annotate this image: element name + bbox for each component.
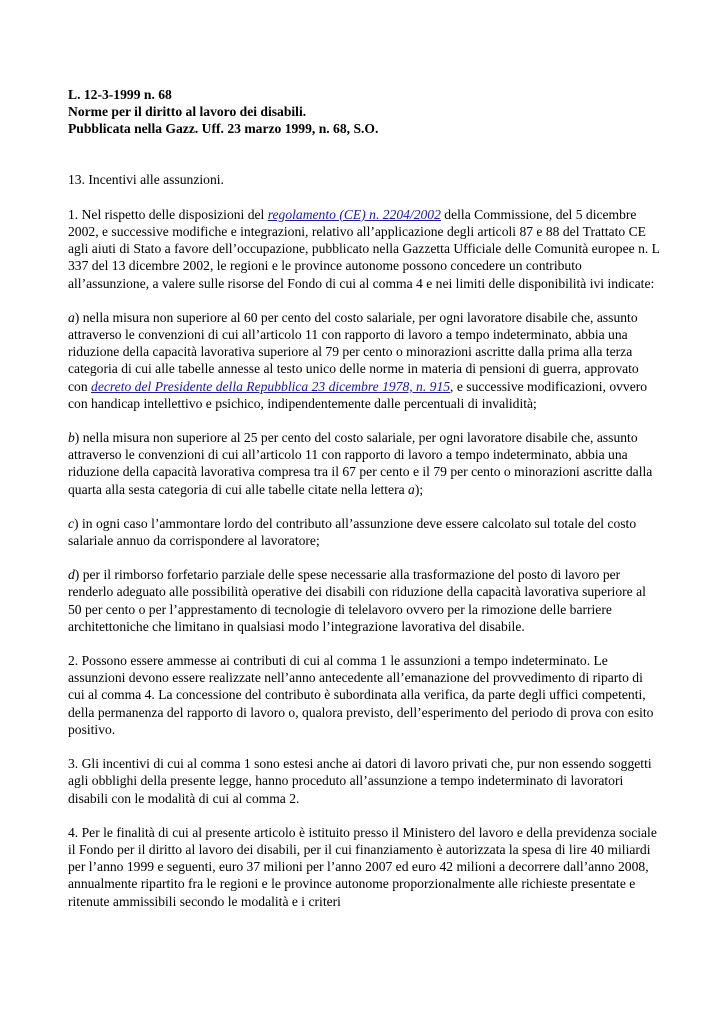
item-b-ref-letter: a xyxy=(408,481,415,497)
item-c xyxy=(68,515,660,549)
item-a-after: , e successive modificazioni, ovvero con handicap intellettivo e psichico, indipendentemente dalle percentuali di invalidità; xyxy=(68,378,648,411)
item-b xyxy=(68,429,660,498)
item-a-before: ) nella misura non superiore al 60 per cento del costo salariale, per ogni lavoratore disabile che, assunto attraverso le convenzioni di cui all’articolo 11 con rapporto di lavoro a tempo indeterminato, abbia una riduzione della capacità lavorativa superiore al 79 per cento o minorazioni ascritte dalla prima alla terza categoria di cui alle tabelle annesse al testo unico delle norme in materia di pensioni di guerra, approvato con xyxy=(68,309,639,394)
publication-info: Pubblicata nella Gazz. Uff. 23 marzo 1999, n. 68, S.O. xyxy=(68,121,379,137)
item-a xyxy=(68,309,660,412)
document-header xyxy=(68,86,660,138)
document-page xyxy=(68,86,660,923)
law-title: Norme per il diritto al lavoro dei disabili. xyxy=(68,104,307,120)
paragraph-2: 2. Possono essere ammesse ai contributi di cui al comma 1 le assunzioni a tempo indeterminato. Le assunzioni devono essere realizzate nell’anno antecedente all’emanazione del provvedimento di riparto di cui al comma 4. La concessione del contributo è subordinata alla verifica, da parte degli uffici competenti, della permanenza del rapporto di lavoro o, qualora previsto, dell’esperimento del periodo di prova con esito positivo. xyxy=(68,653,654,737)
regulation-link[interactable]: regolamento (CE) n. 2204/2002 xyxy=(267,206,441,222)
item-d-letter: d xyxy=(68,567,75,583)
paragraph-1-after: della Commissione, del 5 dicembre 2002, e successive modifiche e integrazioni, relativo all’applicazione degli articoli 87 e 88 del Trattato CE agli aiuti di Stato a favore dell’occupazione, pubblicato nella Gazzetta Ufficiale delle Comunità europee n. L 337 del 13 dicembre 2002, le regioni e le province autonome possono concedere un contributo all’assunzione, a valere sulle risorse del Fondo di cui al comma 4 e nei limiti delle disponibilità ivi indicate: xyxy=(68,206,660,291)
paragraph-4: 4. Per le finalità di cui al presente articolo è istituito presso il Ministero del lavoro e della previdenza sociale il Fondo per il diritto al lavoro dei disabili, per il cui finanziamento è autorizzata la spesa di lire 40 miliardi per l’anno 1999 e seguenti, euro 37 milioni per l’anno 2007 ed euro 42 milioni a decorrere dall’anno 2008, annualmente ripartito fra le regioni e le province autonome proporzionalmente alle richieste presentate e ritenute ammissibili secondo le modalità e i criteri xyxy=(68,824,657,909)
item-d-text: ) per il rimborso forfetario parziale delle spese necessarie alla trasformazione del posto di lavoro per renderlo adeguato alle possibilità operative dei disabili con riduzione della capacità lavorativa superiore al 50 per cento o per l’apprestamento di tecnologie di telelavoro ovvero per la rimozione delle barriere architettoniche che limitano in qualsiasi modo l’integrazione lavorativa del disabile. xyxy=(68,567,646,634)
decree-link[interactable]: decreto del Presidente della Repubblica 23 dicembre 1978, n. 915 xyxy=(91,378,451,394)
paragraph-1-before: 1. Nel rispetto delle disposizioni del xyxy=(68,206,268,222)
paragraph-3: 3. Gli incentivi di cui al comma 1 sono estesi anche ai datori di lavoro privati che, pur non essendo soggetti agli obblighi della presente legge, hanno proceduto all’assunzione a tempo indeterminato di lavoratori disabili con le modalità di cui al comma 2. xyxy=(68,756,652,806)
item-d xyxy=(68,566,660,635)
item-c-text: ) in ogni caso l’ammontare lordo del contributo all’assunzione deve essere calcolato sul totale del costo salariale annuo da corrispondere al lavoratore; xyxy=(68,515,637,549)
item-b-before: ) nella misura non superiore al 25 per cento del costo salariale, per ogni lavoratore disabile che, assunto attraverso le convenzioni di cui all’articolo 11 con rapporto di lavoro a tempo indeterminato, abbia una riduzione della capacità lavorativa compresa tra il 67 per cento e il 79 per cento o minorazioni ascritte dalla quarta alla sesta categoria di cui alle tabelle citate nella lettera xyxy=(68,430,653,497)
item-a-letter: a xyxy=(68,309,75,325)
item-c-letter: c xyxy=(68,515,75,531)
item-b-letter: b xyxy=(68,430,75,446)
article-title: 13. Incentivi alle assunzioni. xyxy=(68,171,224,187)
law-reference: L. 12-3-1999 n. 68 xyxy=(68,87,172,102)
paragraph-1 xyxy=(68,206,660,292)
item-b-after: ); xyxy=(414,481,424,497)
